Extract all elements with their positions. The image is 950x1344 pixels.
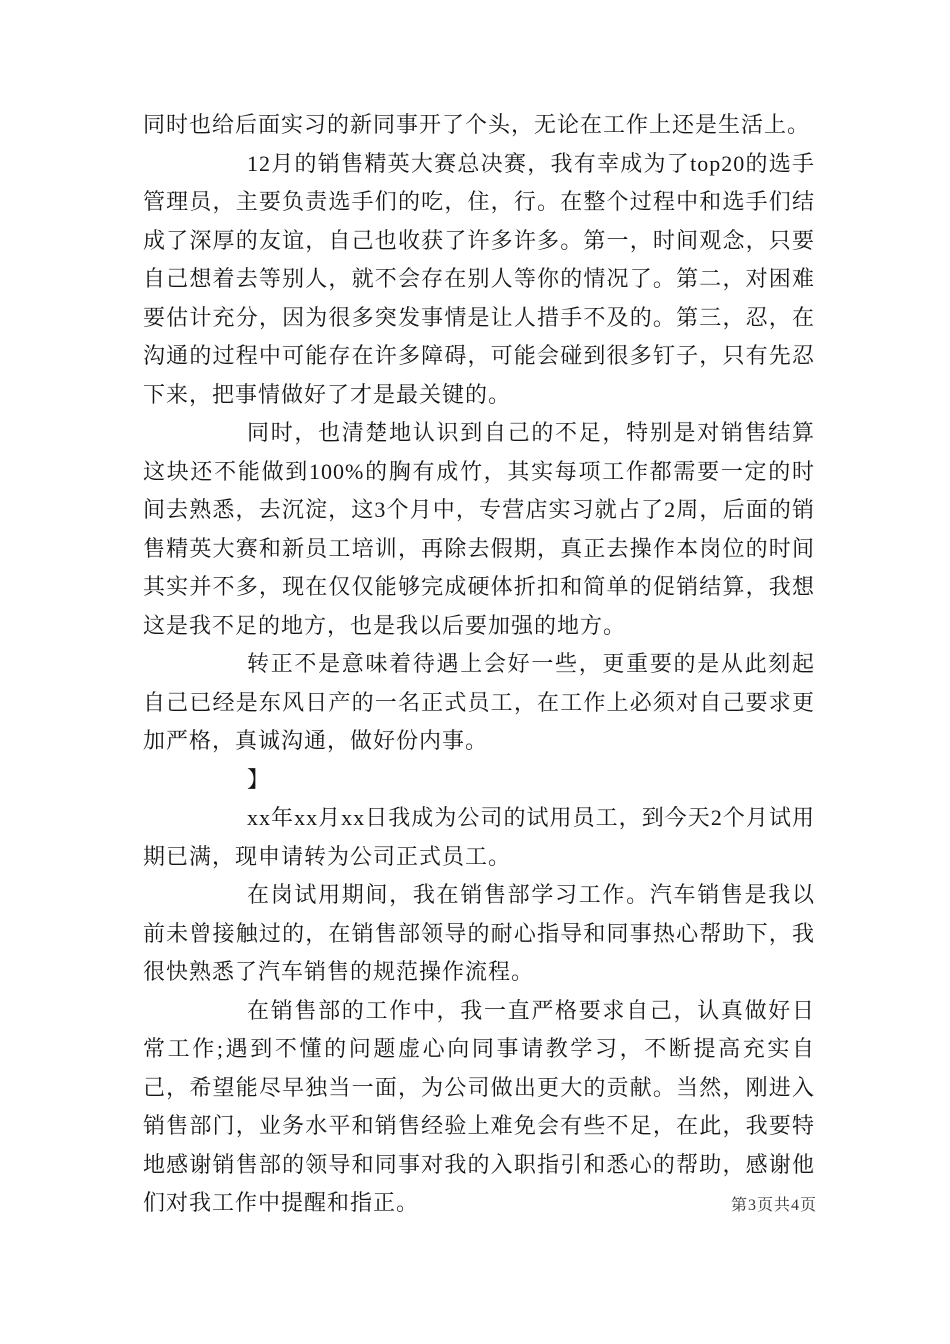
paragraph: 在销售部的工作中，我一直严格要求自己，认真做好日常工作;遇到不懂的问题虚心向同事请教学习，不断提高充实自己，希望能尽早独当一面，为公司做出更大的贡献。当然，刚进入销售部门，业务水平和销售经验上难免会有些不足，在此，我要特地感谢销售部的领导和同事对我的入职指引和悉心的帮助，感谢他们对我工作中提醒和指正。 <box>143 997 815 1215</box>
page-footer <box>731 1192 817 1215</box>
paragraph: 在岗试用期间，我在销售部学习工作。汽车销售是我以前未曾接触过的，在销售部领导的耐心指导和同事热心帮助下，我很快熟悉了汽车销售的规范操作流程。 <box>143 882 815 984</box>
paragraph: 转正不是意味着待遇上会好一些，更重要的是从此刻起自己已经是东风日产的一名正式员工，在工作上必须对自己要求更加严格，真诚沟通，做好份内事。 <box>143 651 815 753</box>
page-number: 第3页共4页 <box>730 1197 817 1214</box>
paragraph: 12月的销售精英大赛总决赛，我有幸成为了top20的选手管理员，主要负责选手们的吃，住，行。在整个过程中和选手们结成了深厚的友谊，自己也收获了许多许多。第一，时间观念，只要自己想着去等别人，就不会存在别人等你的情况了。第二，对困难要估计充分，因为很多突发事情是让人措手不及的。第三，忍，在沟通的过程中可能存在许多障碍，可能会碰到很多钉子，只有先忍下来，把事情做好了才是最关键的。 <box>143 150 815 407</box>
paragraph: 同时也给后面实习的新同事开了个头，无论在工作上还是生活上。 <box>143 112 811 137</box>
paragraph: 】 <box>247 766 271 792</box>
document-body <box>143 106 815 1223</box>
paragraph: 同时，也清楚地认识到自己的不足，特别是对销售结算这块还不能做到100%的胸有成竹，其实每项工作都需要一定的时间去熟悉，去沉淀，这3个月中，专营店实习就占了2周，后面的销售精英大赛和新员工培训，再除去假期，真正去操作本岗位的时间其实并不多，现在仅仅能够完成硬体折扣和简单的促销结算，我想这是我不足的地方，也是我以后要加强的地方。 <box>143 420 815 638</box>
paragraph: xx年xx月xx日我成为公司的试用员工，到今天2个月试用期已满，现申请转为公司正式员工。 <box>143 805 815 869</box>
